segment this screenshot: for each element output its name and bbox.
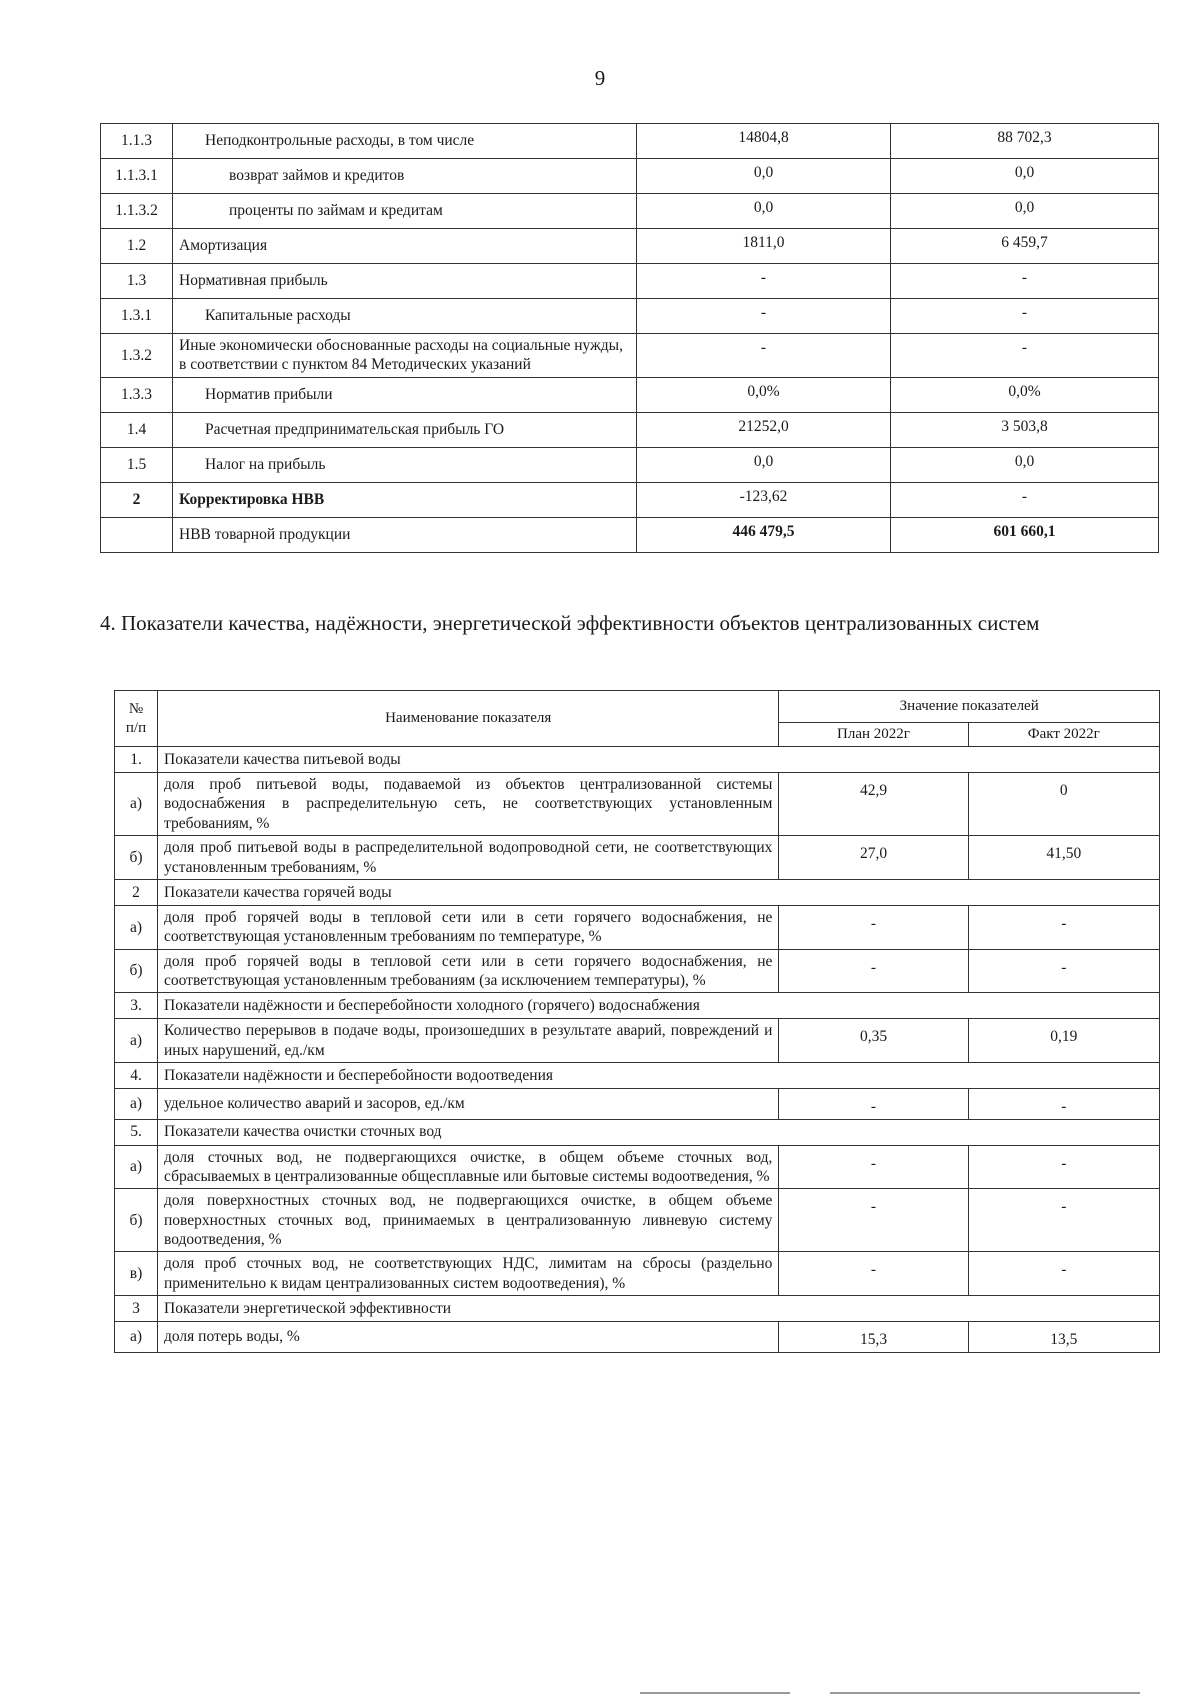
plan-value: - bbox=[779, 1189, 968, 1252]
row-number: 2 bbox=[101, 482, 173, 517]
fact-value: - bbox=[968, 1089, 1159, 1119]
indicator-row bbox=[115, 905, 1160, 949]
row-number: 3 bbox=[115, 1296, 158, 1322]
financial-table-body bbox=[101, 124, 1159, 553]
indicator-description: доля проб горячей воды в тепловой сети или в сети горячего водоснабжения, не соответствующая установленным требованиям (за исключением температуры), % bbox=[158, 949, 779, 993]
plan-value: - bbox=[779, 1145, 968, 1189]
indicator-row bbox=[115, 1145, 1160, 1189]
fact-value: 0 bbox=[968, 773, 1159, 836]
row-value-1: 14804,8 bbox=[637, 124, 891, 159]
plan-value: 15,3 bbox=[779, 1322, 968, 1352]
row-number: 1.2 bbox=[101, 229, 173, 264]
fact-value: - bbox=[968, 1189, 1159, 1252]
table-row bbox=[101, 517, 1159, 552]
table-row bbox=[101, 264, 1159, 299]
row-number: 1.3 bbox=[101, 264, 173, 299]
row-value-1: - bbox=[637, 264, 891, 299]
indicator-description: доля проб сточных вод, не соответствующих НДС, лимитам на сбросы (раздельно применительно к видам централизованных систем водоотведения), % bbox=[158, 1252, 779, 1296]
row-value-2: - bbox=[891, 482, 1159, 517]
indicator-row bbox=[115, 949, 1160, 993]
fact-value: - bbox=[968, 949, 1159, 993]
table-row bbox=[101, 334, 1159, 378]
row-value-2: 0,0% bbox=[891, 377, 1159, 412]
indicator-description: доля поверхностных сточных вод, не подвергающихся очистке, в общем объеме поверхностных сточных вод, принимаемых в централизованную ливневую систему водоотведения, % bbox=[158, 1189, 779, 1252]
row-name: Иные экономически обоснованные расходы на социальные нужды, в соответствии с пунктом 84 Методических указаний bbox=[173, 334, 637, 378]
row-name: НВВ товарной продукции bbox=[173, 517, 637, 552]
section-label: Показатели надёжности и бесперебойности холодного (горячего) водоснабжения bbox=[158, 993, 1160, 1019]
section-row bbox=[115, 1119, 1160, 1145]
row-value-1: 1811,0 bbox=[637, 229, 891, 264]
table-row bbox=[101, 377, 1159, 412]
indicator-row bbox=[115, 773, 1160, 836]
row-value-1: - bbox=[637, 299, 891, 334]
header-name: Наименование показателя bbox=[158, 691, 779, 747]
page-number: 9 bbox=[594, 66, 606, 90]
indicator-description: доля проб питьевой воды в распределительной водопроводной сети, не соответствующих установленным требованиям, % bbox=[158, 836, 779, 880]
row-value-1: -123,62 bbox=[637, 482, 891, 517]
indicator-description: доля сточных вод, не подвергающихся очистке, в общем объеме сточных вод, сбрасываемых в централизованные общесплавные или бытовые системы водоотведения, % bbox=[158, 1145, 779, 1189]
quality-table-body bbox=[115, 747, 1160, 1353]
row-value-2: - bbox=[891, 334, 1159, 378]
row-number: 2 bbox=[115, 879, 158, 905]
row-number: 1.5 bbox=[101, 447, 173, 482]
fact-value: 41,50 bbox=[968, 836, 1159, 880]
section-row bbox=[115, 747, 1160, 773]
row-number: 5. bbox=[115, 1119, 158, 1145]
row-number: 1. bbox=[115, 747, 158, 773]
section-label: Показатели энергетической эффективности bbox=[158, 1296, 1160, 1322]
row-value-1: 21252,0 bbox=[637, 412, 891, 447]
row-number: 1.1.3.2 bbox=[101, 194, 173, 229]
row-name: Нормативная прибыль bbox=[173, 264, 637, 299]
header-fact: Факт 2022г bbox=[968, 723, 1159, 747]
row-value-1: 446 479,5 bbox=[637, 517, 891, 552]
row-value-2: 3 503,8 bbox=[891, 412, 1159, 447]
row-value-1: 0,0 bbox=[637, 194, 891, 229]
row-number: 4. bbox=[115, 1063, 158, 1089]
section-title: 4. Показатели качества, надёжности, энергетической эффективности объектов централизованных систем bbox=[100, 611, 1040, 635]
quality-indicators-table bbox=[114, 690, 1160, 1353]
row-name: Налог на прибыль bbox=[173, 447, 637, 482]
fact-value: 0,19 bbox=[968, 1019, 1159, 1063]
table-row bbox=[101, 159, 1159, 194]
row-number: 3. bbox=[115, 993, 158, 1019]
row-number: а) bbox=[115, 1322, 158, 1352]
row-name: Амортизация bbox=[173, 229, 637, 264]
table-row bbox=[101, 229, 1159, 264]
plan-value: - bbox=[779, 1252, 968, 1296]
section-label: Показатели качества горячей воды bbox=[158, 879, 1160, 905]
row-number bbox=[101, 517, 173, 552]
header-values-group: Значение показателей bbox=[779, 691, 1160, 723]
row-value-2: - bbox=[891, 299, 1159, 334]
fact-value: 13,5 bbox=[968, 1322, 1159, 1352]
section-label: Показатели качества очистки сточных вод bbox=[158, 1119, 1160, 1145]
table-row bbox=[101, 194, 1159, 229]
row-value-2: 0,0 bbox=[891, 194, 1159, 229]
indicator-row bbox=[115, 1019, 1160, 1063]
section-label: Показатели качества питьевой воды bbox=[158, 747, 1160, 773]
row-number: 1.3.3 bbox=[101, 377, 173, 412]
row-number: в) bbox=[115, 1252, 158, 1296]
plan-value: 27,0 bbox=[779, 836, 968, 880]
row-name: Расчетная предпринимательская прибыль ГО bbox=[173, 412, 637, 447]
row-number: 1.1.3 bbox=[101, 124, 173, 159]
row-number: б) bbox=[115, 949, 158, 993]
fact-value: - bbox=[968, 1145, 1159, 1189]
row-name: Корректировка НВВ bbox=[173, 482, 637, 517]
row-value-2: 601 660,1 bbox=[891, 517, 1159, 552]
table-row bbox=[101, 299, 1159, 334]
row-number: а) bbox=[115, 1019, 158, 1063]
row-number: а) bbox=[115, 1089, 158, 1119]
financial-table bbox=[100, 123, 1159, 553]
fact-value: - bbox=[968, 905, 1159, 949]
fact-value: - bbox=[968, 1252, 1159, 1296]
section-row bbox=[115, 993, 1160, 1019]
indicator-row bbox=[115, 1252, 1160, 1296]
table-row bbox=[101, 124, 1159, 159]
indicator-description: доля проб питьевой воды, подаваемой из объектов централизованной системы водоснабжения в распределительную сеть, не соответствующих установленным требованиям, % bbox=[158, 773, 779, 836]
row-name: возврат займов и кредитов bbox=[173, 159, 637, 194]
section-row bbox=[115, 1063, 1160, 1089]
row-name: Норматив прибыли bbox=[173, 377, 637, 412]
table-row bbox=[101, 412, 1159, 447]
section-row bbox=[115, 1296, 1160, 1322]
row-value-1: - bbox=[637, 334, 891, 378]
row-number: 1.3.1 bbox=[101, 299, 173, 334]
row-number: б) bbox=[115, 836, 158, 880]
row-number: а) bbox=[115, 1145, 158, 1189]
row-number: б) bbox=[115, 1189, 158, 1252]
row-value-2: 6 459,7 bbox=[891, 229, 1159, 264]
row-value-2: 0,0 bbox=[891, 447, 1159, 482]
header-plan: План 2022г bbox=[779, 723, 968, 747]
row-number: а) bbox=[115, 905, 158, 949]
row-value-2: 0,0 bbox=[891, 159, 1159, 194]
plan-value: - bbox=[779, 949, 968, 993]
indicator-description: доля проб горячей воды в тепловой сети или в сети горячего водоснабжения, не соответствующая установленным требованиям по температуре, % bbox=[158, 905, 779, 949]
plan-value: 42,9 bbox=[779, 773, 968, 836]
indicator-description: доля потерь воды, % bbox=[158, 1322, 779, 1352]
bottom-rule-left bbox=[640, 1692, 790, 1694]
row-number: 1.4 bbox=[101, 412, 173, 447]
row-number: 1.3.2 bbox=[101, 334, 173, 378]
plan-value: - bbox=[779, 905, 968, 949]
row-value-1: 0,0 bbox=[637, 159, 891, 194]
plan-value: - bbox=[779, 1089, 968, 1119]
section-label: Показатели надёжности и бесперебойности водоотведения bbox=[158, 1063, 1160, 1089]
indicator-row bbox=[115, 836, 1160, 880]
row-value-1: 0,0 bbox=[637, 447, 891, 482]
indicator-row bbox=[115, 1089, 1160, 1119]
bottom-rule-right bbox=[830, 1692, 1140, 1694]
row-name: Неподконтрольные расходы, в том числе bbox=[173, 124, 637, 159]
plan-value: 0,35 bbox=[779, 1019, 968, 1063]
indicator-description: удельное количество аварий и засоров, ед./км bbox=[158, 1089, 779, 1119]
row-name: проценты по займам и кредитам bbox=[173, 194, 637, 229]
row-value-1: 0,0% bbox=[637, 377, 891, 412]
row-value-2: 88 702,3 bbox=[891, 124, 1159, 159]
indicator-row bbox=[115, 1189, 1160, 1252]
row-value-2: - bbox=[891, 264, 1159, 299]
indicator-row bbox=[115, 1322, 1160, 1352]
indicator-description: Количество перерывов в подаче воды, произошедших в результате аварий, повреждений и иных нарушений, ед./км bbox=[158, 1019, 779, 1063]
row-number: а) bbox=[115, 773, 158, 836]
section-row bbox=[115, 879, 1160, 905]
header-num: № п/п bbox=[115, 691, 158, 747]
row-number: 1.1.3.1 bbox=[101, 159, 173, 194]
table-row bbox=[101, 482, 1159, 517]
table-row bbox=[101, 447, 1159, 482]
row-name: Капитальные расходы bbox=[173, 299, 637, 334]
